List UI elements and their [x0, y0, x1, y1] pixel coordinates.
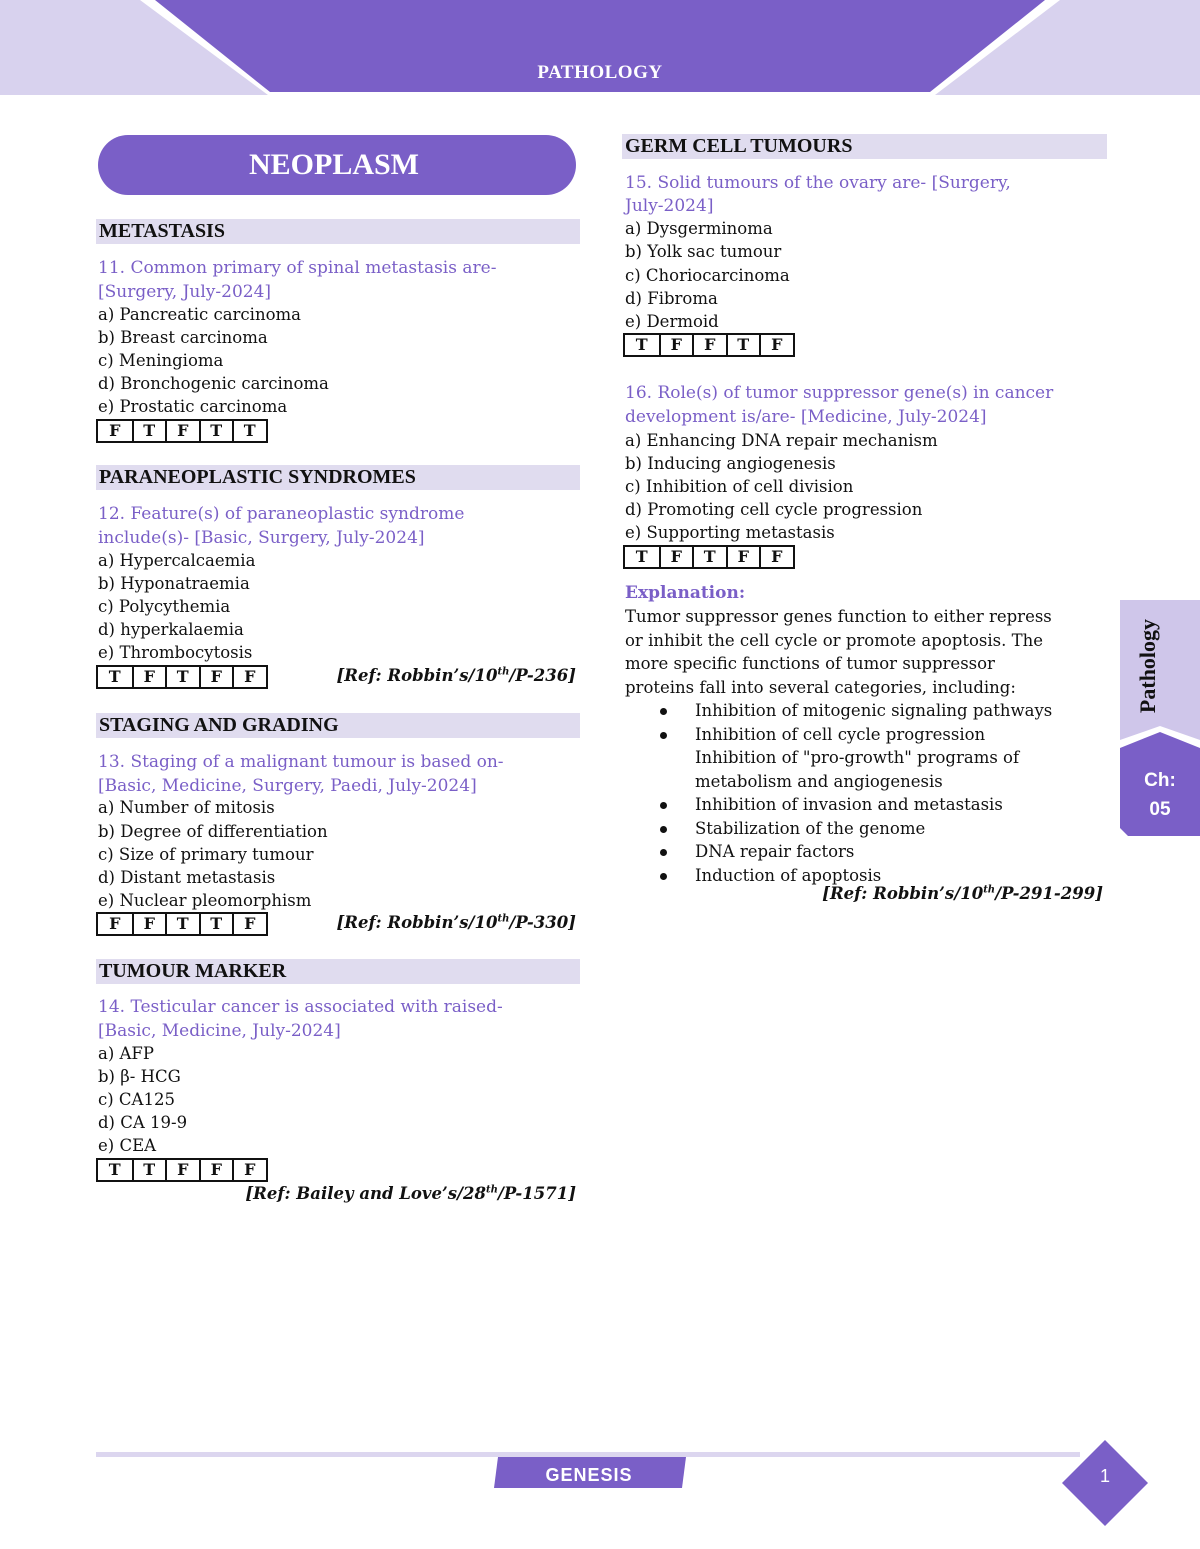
question-11-line2: [Surgery, July-2024]: [98, 282, 272, 302]
bullet-dot-icon: [660, 849, 667, 856]
explanation-line: or inhibit the cell cycle or promote apoptosis. The: [625, 630, 1043, 650]
explanation-line: more specific functions of tumor suppressor: [625, 654, 995, 673]
section-staging: STAGING AND GRADING: [96, 713, 580, 738]
q15-option-c: c) Choriocarcinoma: [625, 266, 790, 285]
bullet-dot-icon: [660, 873, 667, 880]
bullet-item: Inhibition of invasion and metastasis: [657, 793, 1052, 817]
q15-option-d: d) Fibroma: [625, 289, 718, 308]
q14-option-e: e) CEA: [98, 1136, 157, 1155]
answer-cell: F: [232, 667, 266, 687]
q12-answer-grid: [96, 665, 268, 689]
answer-cell: T: [108, 1160, 121, 1179]
q16-option-d: d) Promoting cell cycle progression: [625, 500, 923, 519]
chapter-title: NEOPLASM: [98, 135, 576, 195]
answer-cell: T: [165, 667, 199, 687]
q13-option-c: c) Size of primary tumour: [98, 845, 314, 864]
q11-option-a: a) Pancreatic carcinoma: [98, 305, 301, 324]
answer-cell: F: [109, 914, 121, 933]
answer-cell: F: [759, 547, 793, 567]
footer-rule: [96, 1452, 1080, 1457]
page-number: 1: [1099, 1466, 1110, 1486]
q12-option-c: c) Polycythemia: [98, 597, 231, 616]
answer-cell: F: [109, 421, 121, 440]
answer-cell: F: [199, 1160, 233, 1180]
explanation-text: [625, 605, 1052, 699]
bullet-dot-icon: [660, 732, 667, 739]
q16-option-a: a) Enhancing DNA repair mechanism: [625, 431, 938, 450]
question-15-line2: July-2024]: [625, 196, 714, 216]
question-13-line1: 13. Staging of a malignant tumour is based on-: [98, 752, 504, 772]
bullet-item: DNA repair factors: [657, 840, 1052, 864]
section-tumour-marker: TUMOUR MARKER: [96, 959, 580, 984]
q12-option-a: a) Hypercalcaemia: [98, 551, 256, 570]
answer-cell: T: [132, 421, 166, 441]
question-14-line2: [Basic, Medicine, July-2024]: [98, 1021, 341, 1041]
explanation-line: proteins fall into several categories, including:: [625, 677, 1016, 697]
answer-cell: T: [108, 667, 121, 686]
q14-reference: [Ref: Bailey and Love’s/28th/P-1571]: [245, 1184, 576, 1203]
bullet-dot-icon: [660, 708, 667, 715]
q12-option-d: d) hyperkalaemia: [98, 620, 244, 639]
answer-cell: T: [692, 547, 726, 567]
q13-option-a: a) Number of mitosis: [98, 798, 275, 817]
q14-option-a: a) AFP: [98, 1044, 154, 1063]
answer-cell: F: [232, 1160, 266, 1180]
q14-option-d: d) CA 19-9: [98, 1113, 188, 1132]
chapter-number: Ch: 05: [1144, 770, 1176, 820]
question-12-line1: 12. Feature(s) of paraneoplastic syndrome: [98, 504, 465, 524]
q16-answer-grid: [623, 545, 795, 569]
q15-option-a: a) Dysgerminoma: [625, 219, 773, 238]
q11-option-e: e) Prostatic carcinoma: [98, 397, 288, 416]
q13-answer-grid: [96, 912, 268, 936]
answer-cell: F: [165, 1160, 199, 1180]
question-16-line1: 16. Role(s) of tumor suppressor gene(s) in cancer: [625, 383, 1054, 403]
answer-cell: F: [132, 667, 166, 687]
bullet-dot-icon: [660, 826, 667, 833]
bullet-dot-icon: [660, 802, 667, 809]
q14-option-c: c) CA125: [98, 1090, 175, 1109]
question-16-line2: development is/are- [Medicine, July-2024]: [625, 407, 987, 427]
explanation-heading: Explanation:: [625, 583, 746, 603]
side-tab-label: Pathology: [1135, 618, 1160, 714]
q11-option-d: d) Bronchogenic carcinoma: [98, 374, 329, 393]
q12-option-b: b) Hyponatraemia: [98, 574, 250, 593]
header-banner: [0, 0, 1200, 100]
answer-cell: F: [659, 335, 693, 355]
answer-cell: T: [132, 1160, 166, 1180]
question-12-line2: include(s)- [Basic, Surgery, July-2024]: [98, 528, 425, 548]
bullet-item: Induction of apoptosis: [657, 864, 1052, 888]
footer-brand: GENESIS: [545, 1465, 633, 1485]
section-paraneoplastic: PARANEOPLASTIC SYNDROMES: [96, 465, 580, 490]
answer-cell: T: [199, 914, 233, 934]
answer-cell: F: [692, 335, 726, 355]
bullet-item: metabolism and angiogenesis: [695, 771, 943, 791]
explanation-reference: [Ref: Robbin’s/10th/P-291-299]: [822, 884, 1103, 903]
section-metastasis: METASTASIS: [96, 219, 580, 244]
q16-option-c: c) Inhibition of cell division: [625, 477, 854, 496]
question-14-line1: 14. Testicular cancer is associated with raised-: [98, 997, 503, 1017]
q13-option-e: e) Nuclear pleomorphism: [98, 891, 312, 910]
q11-option-b: b) Breast carcinoma: [98, 328, 268, 347]
q15-option-b: b) Yolk sac tumour: [625, 242, 782, 261]
q14-answer-grid: [96, 1158, 268, 1182]
q12-option-e: e) Thrombocytosis: [98, 643, 253, 662]
bullet-item: Stabilization of the genome: [657, 817, 1052, 841]
answer-cell: F: [165, 421, 199, 441]
q13-option-b: b) Degree of differentiation: [98, 822, 328, 841]
q11-answer-grid: [96, 419, 268, 443]
q14-option-b: b) β- HCG: [98, 1067, 181, 1086]
answer-cell: T: [199, 421, 233, 441]
answer-cell: F: [726, 547, 760, 567]
q13-reference: [Ref: Robbin’s/10th/P-330]: [336, 913, 576, 932]
bullet-item: Inhibition of "pro-growth" programs of: [695, 748, 1020, 767]
question-13-line2: [Basic, Medicine, Surgery, Paedi, July-2024]: [98, 776, 477, 796]
bullet-item: Inhibition of cell cycle progression: [657, 723, 1052, 747]
answer-cell: F: [199, 667, 233, 687]
q15-option-e: e) Dermoid: [625, 312, 719, 331]
answer-cell: T: [726, 335, 760, 355]
q15-answer-grid: [623, 333, 795, 357]
q16-option-b: b) Inducing angiogenesis: [625, 454, 836, 473]
q13-option-d: d) Distant metastasis: [98, 868, 276, 887]
answer-cell: T: [232, 421, 266, 441]
explanation-line: Tumor suppressor genes function to either repress: [625, 607, 1052, 626]
question-11-line1: 11. Common primary of spinal metastasis are-: [98, 258, 497, 278]
answer-cell: F: [132, 914, 166, 934]
q11-option-c: c) Meningioma: [98, 351, 224, 370]
question-15-line1: 15. Solid tumours of the ovary are- [Surgery,: [625, 173, 1011, 193]
section-germ-cell: GERM CELL TUMOURS: [622, 134, 1107, 159]
answer-cell: F: [759, 335, 793, 355]
q16-option-e: e) Supporting metastasis: [625, 523, 835, 542]
q12-reference: [Ref: Robbin’s/10th/P-236]: [336, 666, 576, 685]
answer-cell: F: [659, 547, 693, 567]
answer-cell: T: [165, 914, 199, 934]
answer-cell: T: [635, 547, 648, 566]
answer-cell: T: [635, 335, 648, 354]
answer-cell: F: [232, 914, 266, 934]
header-title: PATHOLOGY: [537, 62, 663, 83]
explanation-bullet-list: [657, 699, 1052, 887]
bullet-item: Inhibition of mitogenic signaling pathways: [657, 699, 1052, 723]
